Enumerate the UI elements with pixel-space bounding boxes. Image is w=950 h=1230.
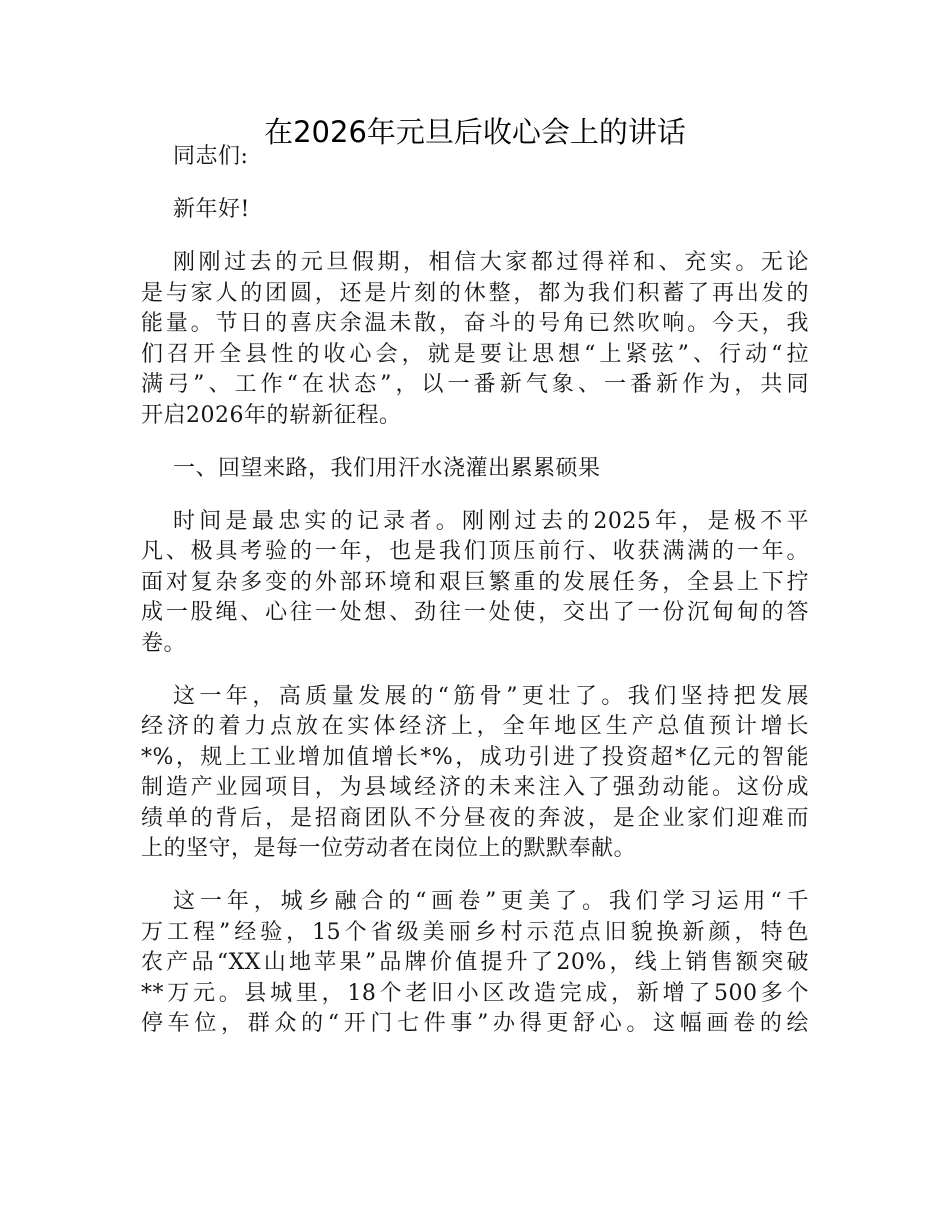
paragraph-line: 满弓”、工作“在状态”，以一番新气象、一番新作为，共同 xyxy=(141,372,809,397)
salutation-paragraph xyxy=(141,142,809,173)
paragraph-line: 凡、极具考验的一年，也是我们顶压前行、收获满满的一年。 xyxy=(141,539,809,564)
document-body xyxy=(141,142,809,1062)
paragraph-line: 刚刚过去的元旦假期，相信大家都过得祥和、充实。无论 xyxy=(173,250,809,275)
intro-paragraph xyxy=(141,248,809,431)
paragraph-line: 们召开全县性的收心会，就是要让思想“上紧弦”、行动“拉 xyxy=(141,341,809,367)
paragraph-line: **万元。县城里，18个老旧小区改造完成，新增了500多个 xyxy=(141,980,809,1006)
paragraph-line: 绩单的背后，是招商团队不分昼夜的奔波，是企业家们迎难而 xyxy=(141,805,809,831)
paragraph-line: 农产品“XX山地苹果”品牌价值提升了20%，线上销售额突破 xyxy=(141,950,809,975)
paragraph-line: 卷。 xyxy=(141,630,187,656)
paragraph-line: *%，规上工业增加值增长*%，成功引进了投资超*亿元的智能 xyxy=(141,744,809,770)
economy-paragraph xyxy=(141,682,809,865)
paragraph-line: 能量。节日的喜庆余温未散，奋斗的号角已然吹响。今天，我 xyxy=(141,311,809,336)
salutation-line: 同志们: xyxy=(173,144,249,169)
paragraph-line: 上的坚守，是每一位劳动者在岗位上的默默奉献。 xyxy=(141,836,637,861)
review-paragraph xyxy=(141,507,809,660)
paragraph-line: 制造产业园项目，为县域经济的未来注入了强劲动能。这份成 xyxy=(141,775,809,800)
greeting-paragraph xyxy=(141,195,809,226)
paragraph-line: 这一年，高质量发展的“筋骨”更壮了。我们坚持把发展 xyxy=(173,683,809,709)
paragraph-line: 面对复杂多变的外部环境和艰巨繁重的发展任务，全县上下拧 xyxy=(141,569,809,595)
paragraph-line: 万工程”经验，15个省级美丽乡村示范点旧貌换新颜，特色 xyxy=(141,919,809,945)
paragraph-line: 时间是最忠实的记录者。刚刚过去的2025年，是极不平 xyxy=(173,508,809,534)
paragraph-line: 这一年，城乡融合的“画卷”更美了。我们学习运用“千 xyxy=(173,889,809,914)
section-heading-1 xyxy=(141,454,809,485)
section-heading-line: 一、回望来路，我们用汗水浇灌出累累硕果 xyxy=(173,455,601,481)
greeting-line: 新年好! xyxy=(173,197,250,222)
paragraph-line: 成一股绳、心往一处想、劲往一处使，交出了一份沉甸甸的答 xyxy=(141,600,809,625)
urban-rural-paragraph xyxy=(141,887,809,1040)
paragraph-line: 停车位，群众的“开门七件事”办得更舒心。这幅画卷的绘 xyxy=(141,1011,809,1036)
paragraph-line: 开启2026年的崭新征程。 xyxy=(141,402,402,428)
document-title: 在2026年元旦后收心会上的讲话 xyxy=(264,115,686,149)
paragraph-line: 是与家人的团圆，还是片刻的休整，都为我们积蓄了再出发的 xyxy=(141,280,809,306)
paragraph-line: 经济的着力点放在实体经济上，全年地区生产总值预计增长 xyxy=(141,714,809,739)
